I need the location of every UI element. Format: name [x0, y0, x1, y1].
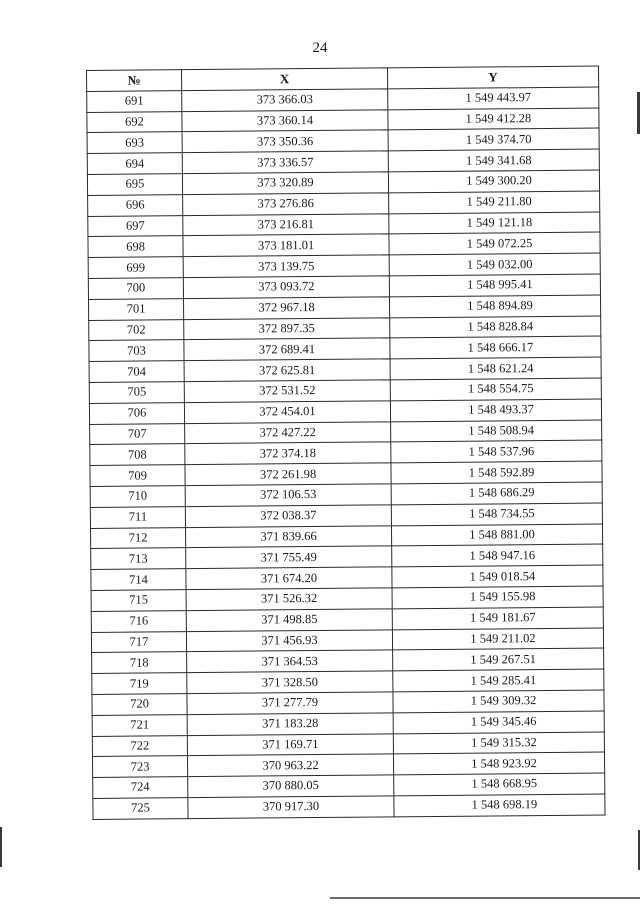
cell-y-coordinate: 1 549 211.80 — [389, 191, 600, 214]
cell-number: 693 — [87, 132, 182, 154]
table-row — [93, 794, 605, 819]
cell-y-coordinate: 1 549 032.00 — [389, 253, 600, 276]
column-header-y: Y — [387, 66, 598, 89]
cell-number: 706 — [89, 402, 184, 424]
cell-y-coordinate: 1 548 947.16 — [392, 544, 603, 567]
coordinates-table-wrapper — [86, 66, 605, 820]
cell-y-coordinate: 1 549 181.67 — [392, 607, 603, 630]
cell-number: 714 — [91, 569, 186, 591]
cell-number: 723 — [92, 756, 187, 778]
cell-number: 709 — [90, 465, 185, 487]
cell-number: 692 — [87, 111, 182, 133]
cell-y-coordinate: 1 548 666.17 — [390, 336, 601, 359]
cell-x-coordinate: 372 454.01 — [184, 401, 390, 424]
cell-x-coordinate: 371 456.93 — [186, 629, 392, 652]
cell-y-coordinate: 1 549 443.97 — [388, 87, 599, 110]
cell-x-coordinate: 370 917.30 — [188, 796, 394, 819]
column-header-x: X — [182, 68, 388, 91]
cell-y-coordinate: 1 548 686.29 — [391, 482, 602, 505]
coordinates-table — [86, 66, 606, 820]
cell-x-coordinate: 373 093.72 — [183, 276, 389, 299]
cell-number: 719 — [92, 673, 187, 695]
cell-x-coordinate: 372 427.22 — [185, 421, 391, 444]
cell-y-coordinate: 1 549 412.28 — [388, 108, 599, 131]
cell-x-coordinate: 373 336.57 — [182, 151, 388, 174]
cell-x-coordinate: 373 320.89 — [182, 172, 388, 195]
cell-number: 720 — [92, 694, 187, 716]
cell-x-coordinate: 373 366.03 — [182, 89, 388, 112]
cell-y-coordinate: 1 548 894.89 — [389, 295, 600, 318]
cell-number: 695 — [87, 174, 182, 196]
cell-x-coordinate: 372 625.81 — [184, 359, 390, 382]
cell-x-coordinate: 373 216.81 — [183, 213, 389, 236]
cell-number: 701 — [89, 298, 184, 320]
cell-x-coordinate: 371 674.20 — [186, 567, 392, 590]
cell-x-coordinate: 373 350.36 — [182, 130, 388, 153]
cell-number: 704 — [89, 361, 184, 383]
cell-y-coordinate: 1 548 621.24 — [390, 357, 601, 380]
cell-x-coordinate: 372 038.37 — [185, 505, 391, 528]
cell-y-coordinate: 1 549 341.68 — [388, 149, 599, 172]
cell-number: 710 — [90, 486, 185, 508]
cell-y-coordinate: 1 549 211.02 — [392, 628, 603, 651]
scan-edge-mark-bottom — [330, 897, 640, 899]
cell-x-coordinate: 371 839.66 — [185, 525, 391, 548]
cell-number: 713 — [91, 548, 186, 570]
cell-x-coordinate: 372 531.52 — [184, 380, 390, 403]
cell-x-coordinate: 373 276.86 — [183, 193, 389, 216]
cell-number: 705 — [89, 382, 184, 404]
cell-number: 708 — [90, 444, 185, 466]
scan-edge-mark-left — [0, 827, 2, 867]
cell-y-coordinate: 1 548 493.37 — [390, 399, 601, 422]
cell-y-coordinate: 1 549 018.54 — [392, 565, 603, 588]
cell-y-coordinate: 1 549 315.32 — [393, 732, 604, 755]
cell-x-coordinate: 371 364.53 — [187, 650, 393, 673]
cell-x-coordinate: 372 897.35 — [184, 317, 390, 340]
cell-y-coordinate: 1 549 155.98 — [392, 586, 603, 609]
cell-y-coordinate: 1 549 285.41 — [393, 669, 604, 692]
cell-number: 698 — [88, 236, 183, 258]
column-header-number: № — [87, 70, 182, 92]
cell-y-coordinate: 1 548 592.89 — [391, 461, 602, 484]
cell-y-coordinate: 1 548 881.00 — [391, 524, 602, 547]
cell-x-coordinate: 371 328.50 — [187, 671, 393, 694]
table-body — [87, 87, 605, 819]
cell-number: 725 — [93, 798, 188, 820]
cell-y-coordinate: 1 549 267.51 — [393, 648, 604, 671]
cell-y-coordinate: 1 548 734.55 — [391, 503, 602, 526]
cell-y-coordinate: 1 548 995.41 — [389, 274, 600, 297]
cell-number: 722 — [92, 735, 187, 757]
cell-number: 699 — [88, 257, 183, 279]
cell-y-coordinate: 1 549 345.46 — [393, 711, 604, 734]
cell-x-coordinate: 370 963.22 — [187, 754, 393, 777]
cell-number: 703 — [89, 340, 184, 362]
cell-y-coordinate: 1 549 072.25 — [389, 232, 600, 255]
cell-number: 724 — [93, 777, 188, 799]
cell-x-coordinate: 373 360.14 — [182, 109, 388, 132]
cell-y-coordinate: 1 548 537.96 — [391, 440, 602, 463]
cell-number: 716 — [91, 610, 186, 632]
cell-x-coordinate: 370 880.05 — [188, 775, 394, 798]
cell-number: 717 — [91, 631, 186, 653]
cell-y-coordinate: 1 548 668.95 — [394, 773, 605, 796]
cell-x-coordinate: 371 526.32 — [186, 588, 392, 611]
cell-number: 718 — [92, 652, 187, 674]
cell-y-coordinate: 1 548 554.75 — [390, 378, 601, 401]
cell-number: 694 — [87, 153, 182, 175]
cell-x-coordinate: 371 498.85 — [186, 609, 392, 632]
cell-x-coordinate: 372 967.18 — [183, 297, 389, 320]
cell-number: 711 — [90, 506, 185, 528]
cell-y-coordinate: 1 548 698.19 — [394, 794, 605, 817]
cell-x-coordinate: 371 169.71 — [187, 733, 393, 756]
cell-x-coordinate: 373 139.75 — [183, 255, 389, 278]
cell-y-coordinate: 1 548 508.94 — [391, 420, 602, 443]
cell-number: 702 — [89, 319, 184, 341]
cell-y-coordinate: 1 549 374.70 — [388, 128, 599, 151]
cell-x-coordinate: 373 181.01 — [183, 234, 389, 257]
page-number: 24 — [312, 40, 328, 56]
cell-number: 691 — [87, 90, 182, 112]
cell-x-coordinate: 372 374.18 — [185, 442, 391, 465]
cell-number: 696 — [88, 194, 183, 216]
cell-number: 700 — [88, 278, 183, 300]
cell-y-coordinate: 1 548 923.92 — [393, 752, 604, 775]
cell-number: 707 — [90, 423, 185, 445]
cell-x-coordinate: 372 261.98 — [185, 463, 391, 486]
cell-y-coordinate: 1 549 300.20 — [388, 170, 599, 193]
cell-number: 712 — [90, 527, 185, 549]
cell-y-coordinate: 1 549 121.18 — [389, 212, 600, 235]
cell-x-coordinate: 371 755.49 — [186, 546, 392, 569]
cell-x-coordinate: 371 277.79 — [187, 692, 393, 715]
cell-y-coordinate: 1 549 309.32 — [393, 690, 604, 713]
cell-x-coordinate: 372 689.41 — [184, 338, 390, 361]
cell-number: 721 — [92, 714, 187, 736]
cell-x-coordinate: 371 183.28 — [187, 713, 393, 736]
cell-number: 697 — [88, 215, 183, 237]
cell-number: 715 — [91, 590, 186, 612]
cell-x-coordinate: 372 106.53 — [185, 484, 391, 507]
cell-y-coordinate: 1 548 828.84 — [390, 316, 601, 339]
